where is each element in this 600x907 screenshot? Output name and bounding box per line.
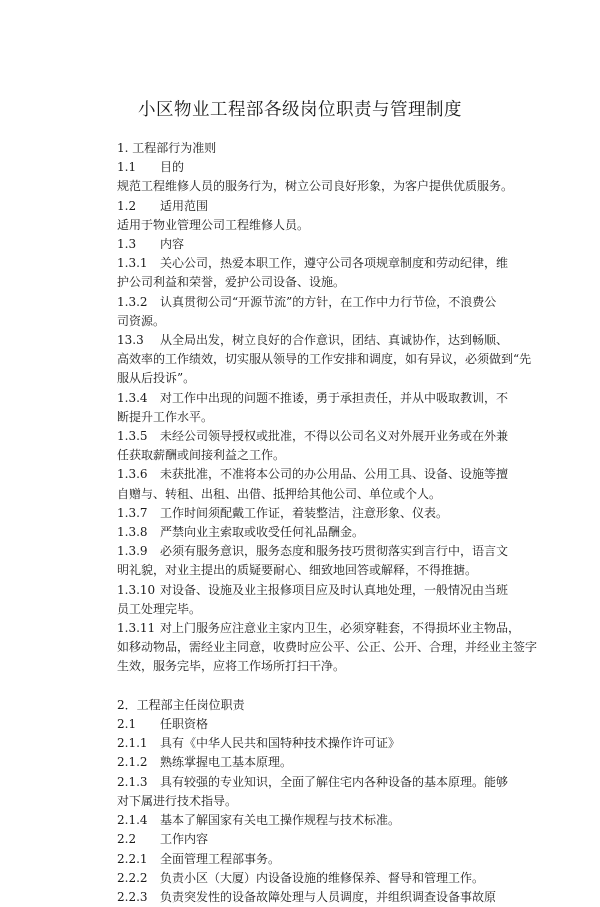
clause-item: 2.1.2 熟练掌握电工基本原理。 [117,755,293,770]
clause-continuation: 护公司利益和荣誉，爱护公司设备、设施。 [117,275,346,290]
clause-continuation: 服从后投诉”。 [117,371,196,386]
subsection-1-1: 1.1 目的 [117,160,185,175]
clause-continuation: 员工处理完毕。 [117,601,202,616]
subsection-2-2: 2.2 工作内容 [117,832,209,847]
clause-continuation: 断提升工作水平。 [117,409,214,424]
subsection-1-3: 1.3 内容 [117,237,185,252]
clause-item: 1.3.6 未获批准，不准将本公司的办公用品、公用工具、设备、设施等擅 [117,467,509,482]
clause-item: 1.3.4 对工作中出现的问题不推诿，勇于承担责任，并从中吸取教训，不 [117,390,509,405]
clause-item: 1.3.10 对设备、设施及业主报修项目应及时认真地处理，一般情况由当班 [117,582,509,597]
clause-continuation: 对下属进行技术指导。 [117,793,238,808]
page-title: 小区物业工程部各级岗位职责与管理制度 [138,100,462,120]
clause-item: 1.3.8 严禁向业主索取或收受任何礼品酬金。 [117,525,365,540]
subsection-2-1: 2.1 任职资格 [117,717,209,732]
clause-item: 2.2.2 负责小区（大厦）内设备设施的维修保养、督导和管理工作。 [117,870,485,885]
clause-item: 2.1.4 基本了解国家有关电工操作规程与技术标准。 [117,813,401,828]
clause-item: 2.2.3 负责突发性的设备故障处理与人员调度，并组织调查设备事故原 [117,889,497,904]
clause-item: 1.3.2 认真贯彻公司“开源节流”的方针，在工作中力行节俭，不浪费公 [117,294,497,309]
clause-item: 1.3.1 关心公司，热爱本职工作，遵守公司各项规章制度和劳动纪律，维 [117,256,509,271]
clause-continuation: 任获取薪酬或间接利益之工作。 [117,448,286,463]
clause-continuation: 生效，服务完毕，应将工作场所打扫干净。 [117,659,346,674]
clause-item: 13.3 从全局出发，树立良好的合作意识，团结、真诚协作，达到畅顺、 [117,333,509,348]
subsection-1-2-text: 适用于物业管理公司工程维修人员。 [117,217,310,232]
clause-item: 1.3.7 工作时间须配戴工作证，着装整洁，注意形象、仪表。 [117,505,449,520]
clause-item: 2.1.1 具有《中华人民共和国特种技术操作许可证》 [117,736,401,751]
section-gap [117,677,515,696]
clause-item: 2.2.1 全面管理工程部事务。 [117,851,281,866]
section-1-heading: 1. 工程部行为准则 [117,141,217,155]
clause-continuation: 如移动物品，需经业主同意，收费时应公平、公正、公开、合理，并经业主签字 [117,640,538,655]
clause-item: 1.3.9 必须有服务意识，服务态度和服务技巧贯彻落实到言行中，语言文 [117,544,509,559]
clause-item: 2.1.3 具有较强的专业知识，全面了解住宅内各种设备的基本原理。能够 [117,774,509,789]
clause-continuation: 明礼貌，对业主提出的质疑要耐心、细致地回答或解释，不得推搪。 [117,563,478,578]
clause-item: 1.3.5 未经公司领导授权或批准，不得以公司名义对外展开业务或在外兼 [117,429,509,444]
section-2-heading: 2．工程部主任岗位职责 [117,697,245,712]
subsection-1-1-text: 规范工程维修人员的服务行为，树立公司良好形象，为客户提供优质服务。 [117,179,514,194]
clause-item: 1.3.11 对上门服务应注意业主家内卫生，必须穿鞋套，不得损坏业主物品， [117,621,521,636]
clause-continuation: 司资源。 [117,313,166,328]
clause-continuation: 自赠与、转租、出租、出借、抵押给其他公司、单位或个人。 [117,486,442,501]
document-body [117,139,538,907]
clause-continuation: 高效率的工作绩效，切实服从领导的工作安排和调度，如有异议，必须做到“先 [117,352,532,367]
subsection-1-2: 1.2 适用范围 [117,198,209,213]
